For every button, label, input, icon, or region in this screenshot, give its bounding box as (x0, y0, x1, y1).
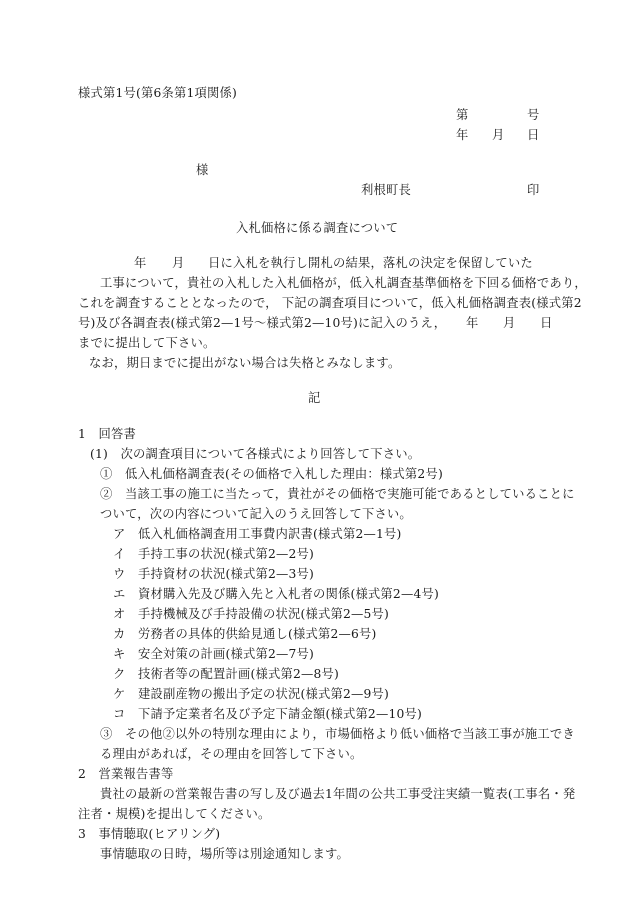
section-2-line-1: 貴社の最新の営業報告書の写し及び過去1年間の公共工事受注実績一覧表(工事名・発 (100, 787, 576, 801)
section-1-sub-3-line-1: ③ その他②以外の特別な理由により，市場価格より低い価格で当該工事が施工でき (100, 727, 575, 741)
deadline-day: 日 (540, 316, 553, 330)
section-1-heading: 1 回答書 (78, 427, 137, 441)
section-1-sub-3-line-2: る理由があれば，その理由を回答して下さい。 (100, 747, 363, 761)
intro-line-3: これを調査することとなったので， 下記の調査項目について，低入札価格調査表(様式第2 (78, 296, 582, 310)
deadline-year: 年 (466, 316, 479, 330)
ki-heading: 記 (308, 391, 321, 405)
date-day: 日 (527, 128, 540, 142)
list-item: エ 資材購入先及び購入先と入札者の関係(様式第2—4号) (113, 587, 439, 601)
intro-line-6: なお，期日までに提出がない場合は失格とみなします。 (89, 356, 401, 370)
list-item: コ 下請予定業者名及び予定下請金額(様式第2—10号) (113, 707, 422, 721)
list-item: カ 労務者の具体的供給見通し(様式第2—6号) (113, 627, 377, 641)
document-title: 入札価格に係る調査について (236, 221, 399, 235)
date-year: 年 (456, 128, 469, 142)
intro-year: 年 (134, 256, 147, 270)
issuer-name: 利根町長 (361, 183, 411, 197)
intro-line-2: 工事について，貴社の入札した入札価格が，低入札調査基準価格を下回る価格であり， (100, 276, 587, 290)
intro-line-1: 日に入札を執行し開札の結果，落札の決定を保留していた (208, 256, 533, 270)
list-item: ウ 手持資材の状況(様式第2—3号) (113, 567, 314, 581)
list-item: ア 低入札価格調査用工事費内訳書(様式第2—1号) (113, 527, 402, 541)
list-item: キ 安全対策の計画(様式第2—7号) (113, 647, 314, 661)
list-item: ク 技術者等の配置計画(様式第2—8号) (113, 667, 339, 681)
section-2-line-2: 注者・規模)を提出してください。 (78, 807, 271, 821)
date-month: 月 (492, 128, 505, 142)
seal-mark: 印 (527, 183, 540, 197)
deadline-month: 月 (503, 316, 516, 330)
section-2-heading: 2 営業報告書等 (78, 767, 174, 781)
form-label: 様式第1号(第6条第1項関係) (78, 86, 238, 100)
section-1-item-1: (1) 次の調査項目について各様式により回答して下さい。 (90, 447, 421, 461)
section-3-heading: 3 事情聴取(ヒアリング) (78, 827, 221, 841)
number-go: 号 (527, 108, 540, 122)
section-1-sub-2-line-1: ② 当該工事の施工に当たって，貴社がその価格で実施可能であるとしていることに (100, 487, 575, 501)
section-3-line-1: 事情聴取の日時，場所等は別途通知します。 (100, 847, 349, 861)
intro-line-4: 号)及び各調査表(様式第2—1号～様式第2—10号)に記入のうえ， (78, 316, 447, 330)
list-item: イ 手持工事の状況(様式第2—2号) (113, 547, 314, 561)
section-1-sub-2-line-2: ついて，次の内容について記入のうえ回答して下さい。 (100, 507, 412, 521)
intro-line-5: までに提出して下さい。 (78, 336, 216, 350)
addressee-sama: 様 (196, 163, 209, 177)
number-dai: 第 (456, 108, 469, 122)
list-item: オ 手持機械及び手持設備の状況(様式第2—5号) (113, 607, 389, 621)
intro-month: 月 (172, 256, 185, 270)
section-1-sub-1: ① 低入札価格調査表(その価格で入札した理由：様式第2号) (100, 467, 443, 481)
list-item: ケ 建設副産物の搬出予定の状況(様式第2—9号) (113, 687, 389, 701)
